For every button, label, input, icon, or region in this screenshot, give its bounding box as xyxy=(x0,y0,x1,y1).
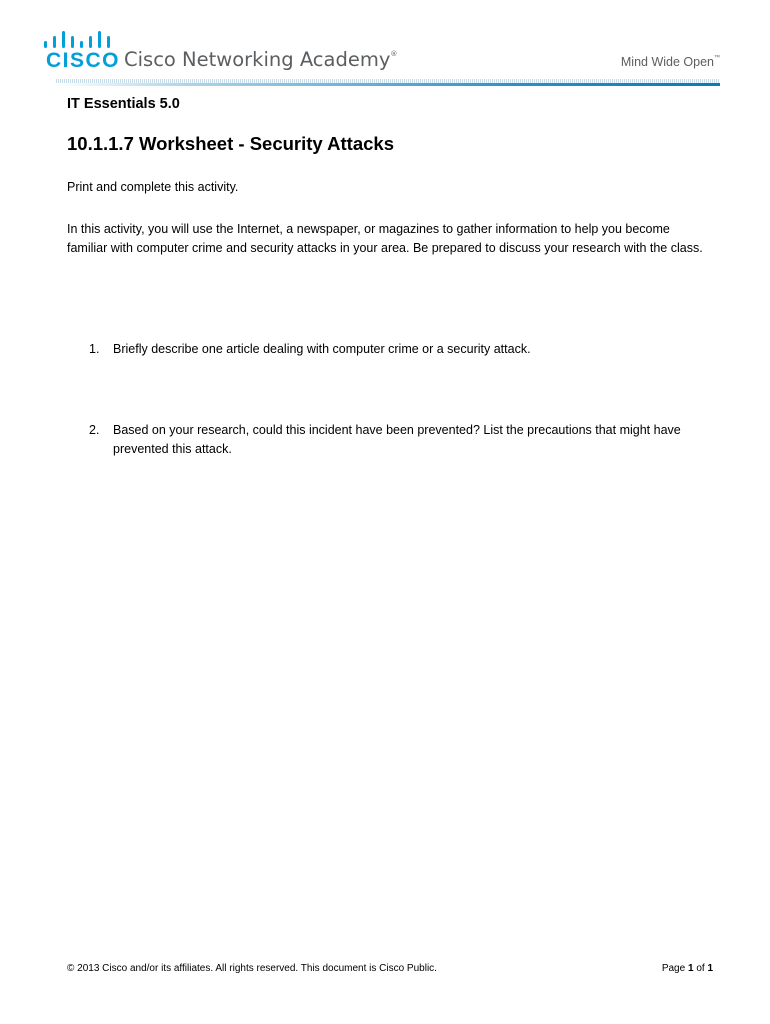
header-rule-accent xyxy=(56,83,720,86)
academy-title xyxy=(124,48,397,71)
academy-name: Cisco Networking Academy xyxy=(124,48,391,71)
page-of: of xyxy=(696,963,705,974)
footer-copyright: © 2013 Cisco and/or its affiliates. All rights reserved. This document is Cisco Public. xyxy=(67,963,437,974)
course-title: IT Essentials 5.0 xyxy=(67,96,180,112)
question-text: Briefly describe one article dealing with computer crime or a security attack. xyxy=(113,342,531,356)
question-text: Based on your research, could this incident have been prevented? List the precautions that might have prevented this attack. xyxy=(113,423,681,456)
tagline xyxy=(621,55,720,69)
document-title: 10.1.1.7 Worksheet - Security Attacks xyxy=(67,133,394,154)
tagline-text: Mind Wide Open xyxy=(620,55,714,69)
cisco-bridge-icon xyxy=(44,30,114,50)
question-number: 2. xyxy=(89,423,100,437)
instruction-text: Print and complete this activity. xyxy=(67,180,239,194)
cisco-logo xyxy=(42,30,121,74)
tagline-trademark: ™ xyxy=(714,55,720,61)
cisco-wordmark: CISCO xyxy=(46,49,121,72)
page-header xyxy=(0,0,770,92)
page-total: 1 xyxy=(707,963,713,974)
question-number: 1. xyxy=(89,342,100,356)
page-label: Page xyxy=(661,963,686,974)
academy-trademark: ® xyxy=(390,50,398,58)
footer-page-number xyxy=(662,963,713,974)
intro-paragraph: In this activity, you will use the Internet, a newspaper, or magazines to gather information to help you become familiar with computer crime and security attacks in your area. Be prepared to discuss your research with the class. xyxy=(67,222,703,255)
page-current: 1 xyxy=(687,963,694,974)
